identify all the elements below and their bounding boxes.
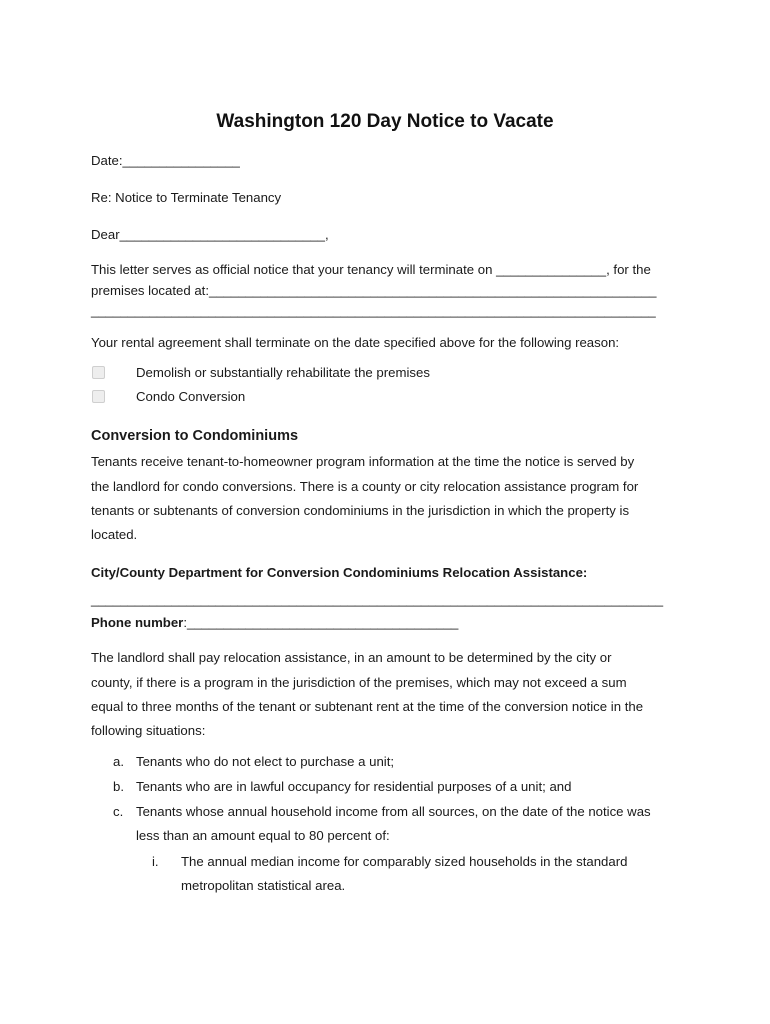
premises-field-continued[interactable]: _____________________________________________________________________________ (91, 303, 656, 318)
list-marker: a. (113, 754, 124, 769)
sub-list-item-text: metropolitan statistical area. (181, 878, 346, 893)
section-paragraph-line: the landlord for condo conversions. There is a county or city relocation assistance program for (91, 479, 639, 494)
list-marker: c. (113, 804, 124, 819)
premises-field[interactable]: premises located at:_____________________________________________________________ (91, 283, 657, 298)
assistance-paragraph-line: county, if there is a program in the jurisdiction of the premises, which may not exceed a sum (91, 675, 627, 690)
reason-label-condo: Condo Conversion (136, 389, 246, 404)
department-heading: City/County Department for Conversion Condominiums Relocation Assistance: (91, 565, 588, 580)
list-item-text: Tenants whose annual household income from all sources, on the date of the notice was (136, 804, 651, 819)
sub-list-marker: i. (152, 854, 159, 869)
re-line: Re: Notice to Terminate Tenancy (91, 190, 282, 205)
document-title: Washington 120 Day Notice to Vacate (216, 111, 554, 132)
section-heading: Conversion to Condominiums (91, 428, 299, 444)
assistance-paragraph-line: equal to three months of the tenant or subtenant rent at the time of the conversion notice in the (91, 699, 644, 714)
section-paragraph-line: located. (91, 527, 138, 542)
intro-line-1[interactable]: This letter serves as official notice that your tenancy will terminate on _______________, for the (91, 262, 651, 277)
sub-list-item-text: The annual median income for comparably sized households in the standard (181, 854, 628, 869)
list-item-text: Tenants who are in lawful occupancy for residential purposes of a unit; and (136, 779, 572, 794)
phone-label: Phone number (91, 615, 184, 630)
reason-intro: Your rental agreement shall terminate on the date specified above for the following reason: (91, 335, 620, 350)
reason-label-demolish: Demolish or substantially rehabilitate the premises (136, 365, 430, 380)
section-paragraph-line: Tenants receive tenant-to-homeowner program information at the time the notice is served by (91, 454, 635, 469)
section-paragraph-line: tenants or subtenants of conversion condominiums in the jurisdiction in which the property is (91, 503, 630, 518)
department-field[interactable]: ______________________________________________________________________________ (91, 592, 664, 607)
date-field[interactable]: Date:________________ (91, 153, 240, 168)
phone-row (91, 614, 458, 632)
list-item-text: less than an amount equal to 80 percent of: (136, 828, 390, 843)
assistance-paragraph-line: The landlord shall pay relocation assistance, in an amount to be determined by the city or (91, 650, 612, 665)
list-marker: b. (113, 779, 124, 794)
condo-conversion-checkbox[interactable] (92, 390, 105, 403)
dear-field[interactable]: Dear____________________________, (91, 227, 329, 242)
demolish-checkbox[interactable] (92, 366, 105, 379)
list-item-text: Tenants who do not elect to purchase a unit; (136, 754, 395, 769)
assistance-paragraph-line: following situations: (91, 723, 206, 738)
phone-field[interactable]: :_____________________________________ (183, 615, 459, 630)
